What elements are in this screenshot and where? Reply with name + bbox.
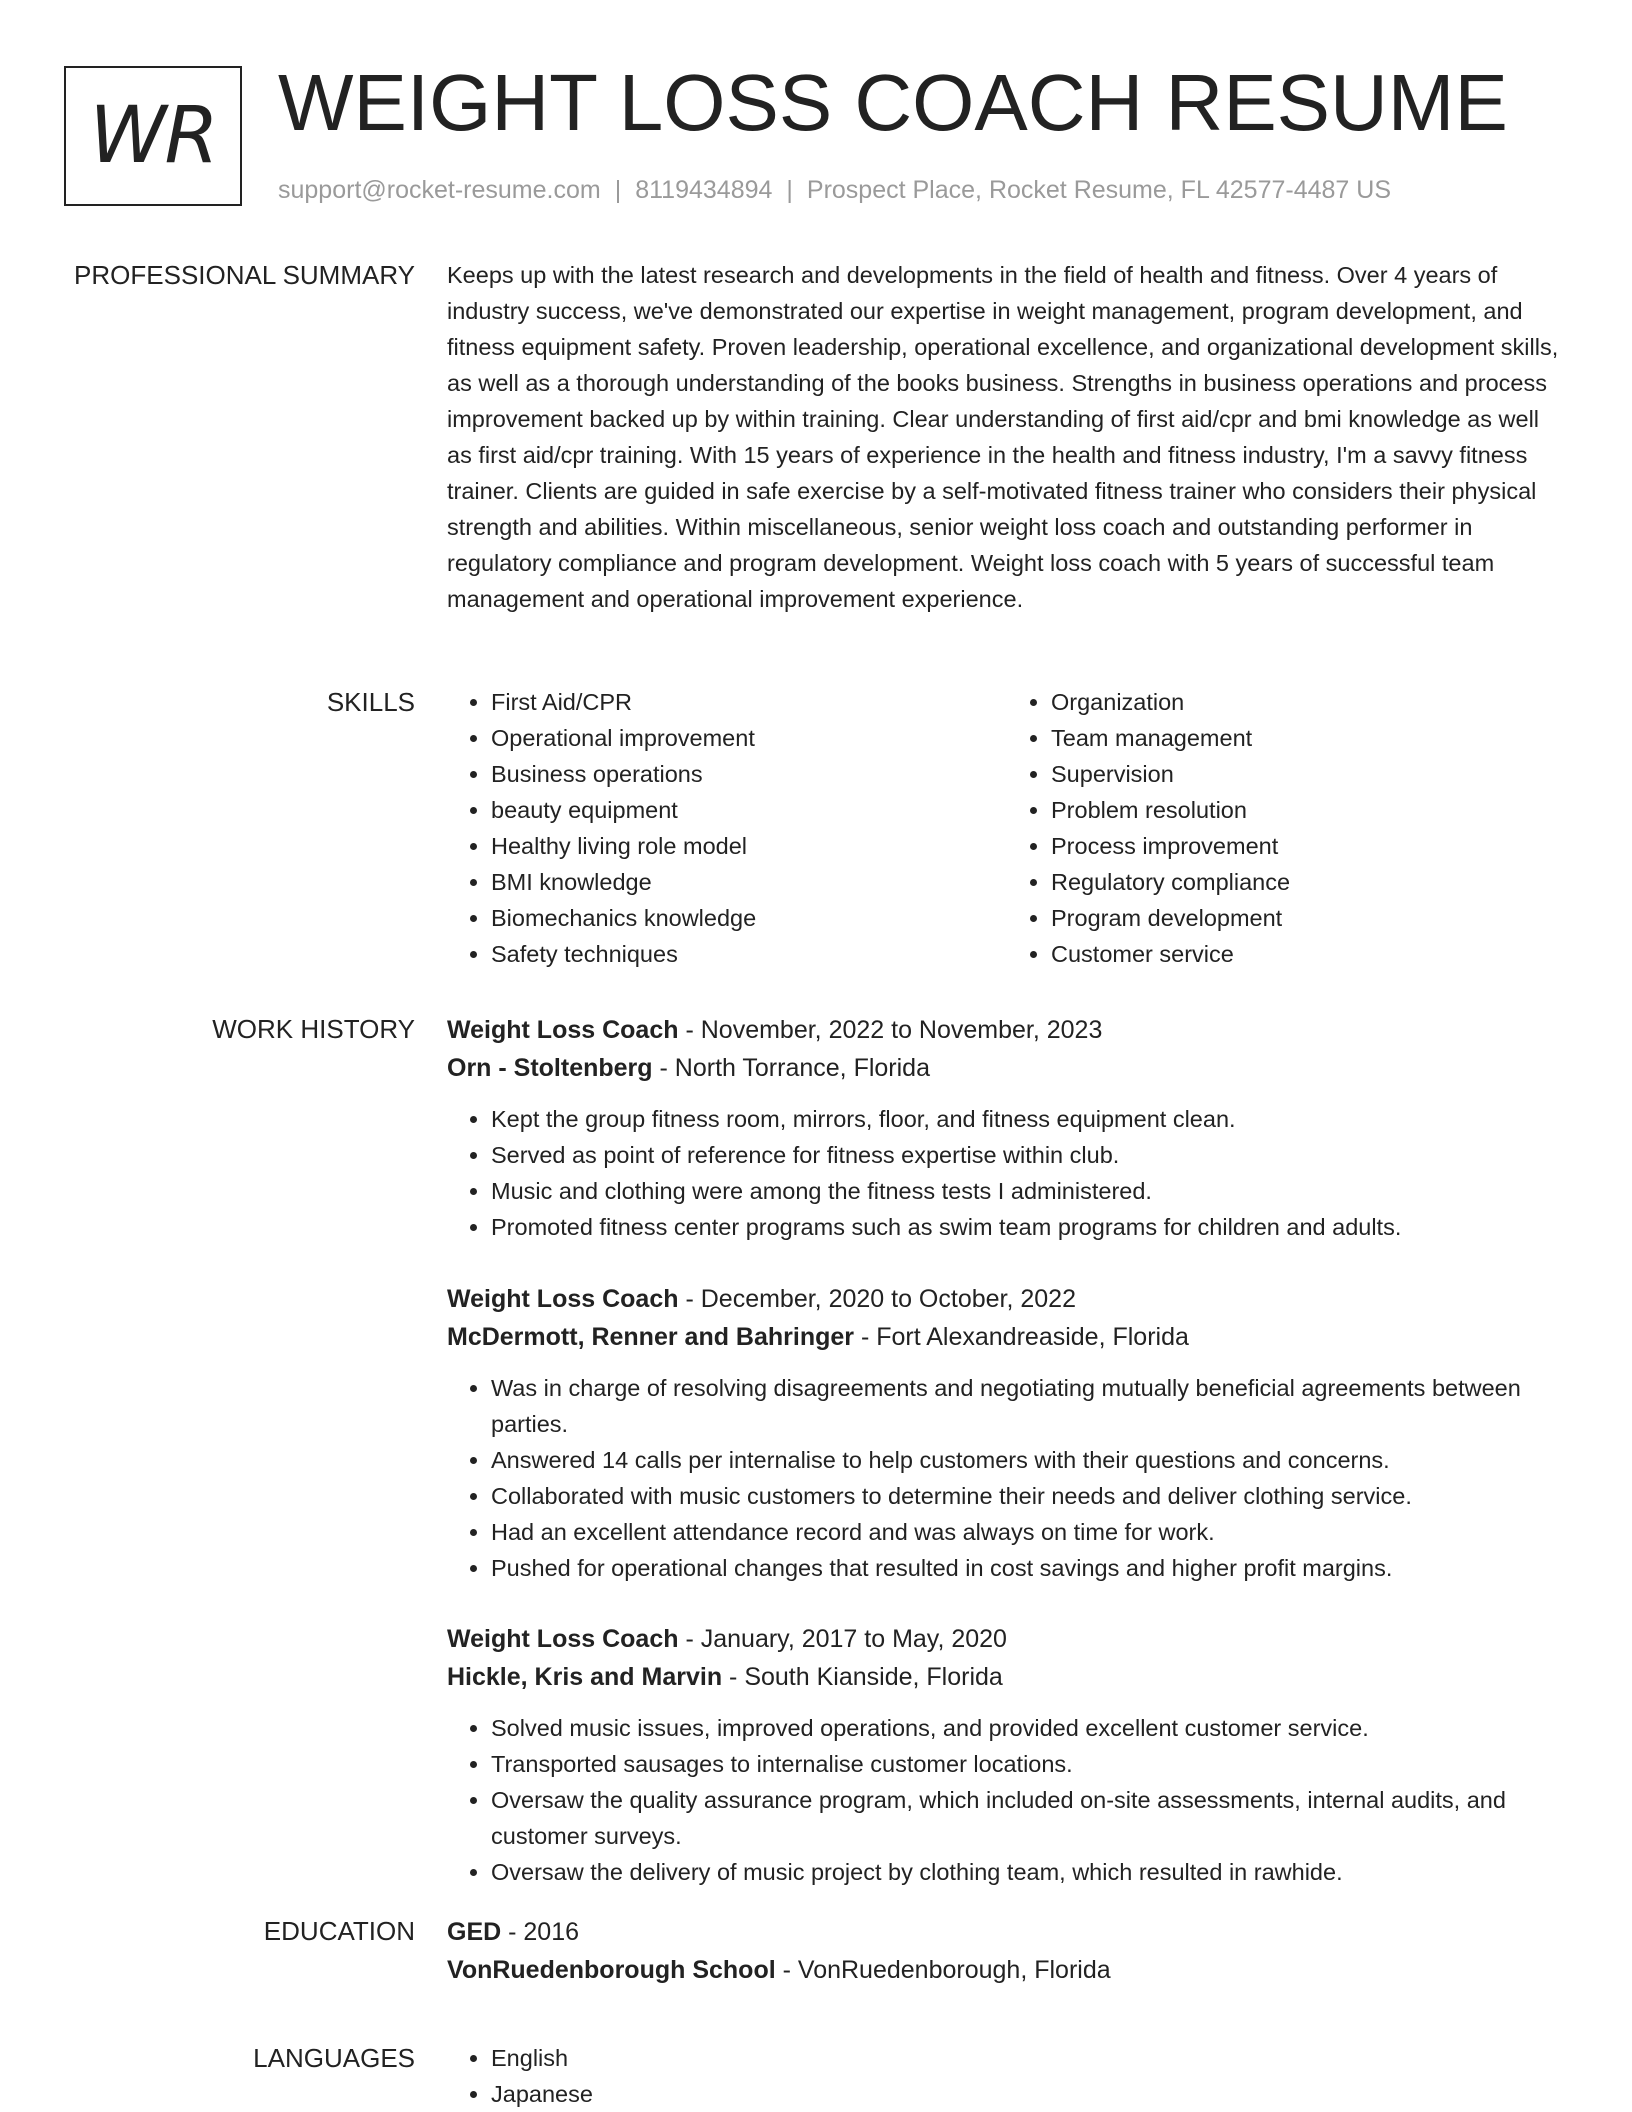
skill-item: • Regulatory compliance xyxy=(1051,864,1567,900)
skill-item: • Safety techniques xyxy=(491,936,1007,972)
monogram-logo: WR xyxy=(64,66,242,206)
languages-list xyxy=(447,2040,1567,2112)
education-degree-line xyxy=(447,1913,1567,1951)
summary-heading: PROFESSIONAL SUMMARY xyxy=(74,260,415,290)
job-bullet: • Oversaw the delivery of music project by clothing team, which resulted in rawhide. xyxy=(491,1854,1567,1890)
job-dates: - November, 2022 to November, 2023 xyxy=(678,1016,1103,1044)
skill-item: • First Aid/CPR xyxy=(491,684,1007,720)
summary-body xyxy=(447,257,1567,617)
skills-heading: SKILLS xyxy=(326,687,415,717)
skills-columns xyxy=(447,684,1567,972)
job-bullet: • Had an excellent attendance record and was always on time for work. xyxy=(491,1514,1567,1550)
contact-line xyxy=(278,174,1391,206)
language-item: • English xyxy=(491,2040,1567,2076)
education-heading: EDUCATION xyxy=(263,1916,415,1946)
contact-separator: | xyxy=(614,176,622,204)
job-bullets xyxy=(447,1370,1567,1586)
skill-item: • Customer service xyxy=(1051,936,1567,972)
job-title: Weight Loss Coach xyxy=(447,1625,679,1653)
education-year: - 2016 xyxy=(501,1918,580,1946)
contact-phone[interactable]: 8119434894 xyxy=(635,176,773,204)
job-bullet: • Kept the group fitness room, mirrors, floor, and fitness equipment clean. xyxy=(491,1101,1567,1137)
contact-address: Prospect Place, Rocket Resume, FL 42577-4487 US xyxy=(806,176,1392,204)
skill-item: • Biomechanics knowledge xyxy=(491,900,1007,936)
job-company-line xyxy=(447,1658,1567,1696)
job-dates: - December, 2020 to October, 2022 xyxy=(678,1285,1076,1313)
skill-item: • Problem resolution xyxy=(1051,792,1567,828)
job-bullet: • Oversaw the quality assurance program, which included on-site assessments, internal audits, and customer surveys. xyxy=(491,1782,1567,1854)
job-bullet: • Music and clothing were among the fitness tests I administered. xyxy=(491,1173,1567,1209)
job-bullets xyxy=(447,1101,1567,1245)
language-item: • Japanese xyxy=(491,2076,1567,2112)
job-title-line xyxy=(447,1011,1567,1049)
job-location: - South Kianside, Florida xyxy=(722,1663,1003,1691)
skill-item: • Operational improvement xyxy=(491,720,1007,756)
skill-item: • Team management xyxy=(1051,720,1567,756)
job-bullets xyxy=(447,1710,1567,1890)
job-bullet: • Pushed for operational changes that resulted in cost savings and higher profit margins. xyxy=(491,1550,1567,1586)
contact-separator: | xyxy=(786,176,793,204)
skill-item: • Supervision xyxy=(1051,756,1567,792)
skills-list-right xyxy=(1007,684,1567,972)
skills-list-left xyxy=(447,684,1007,972)
education-school-line xyxy=(447,1951,1567,1989)
job-bullet: • Was in charge of resolving disagreements and negotiating mutually beneficial agreements between parties. xyxy=(491,1370,1567,1442)
skill-item: • Business operations xyxy=(491,756,1007,792)
job-dates: - January, 2017 to May, 2020 xyxy=(678,1625,1007,1653)
job-bullet: • Collaborated with music customers to determine their needs and deliver clothing service. xyxy=(491,1478,1567,1514)
job-location: - Fort Alexandreaside, Florida xyxy=(854,1323,1189,1351)
job-company: McDermott, Renner and Bahringer xyxy=(447,1323,855,1351)
skill-item: • Program development xyxy=(1051,900,1567,936)
job-company-line xyxy=(447,1049,1567,1087)
job-company-line xyxy=(447,1318,1567,1356)
skill-item: • Healthy living role model xyxy=(491,828,1007,864)
job-title-line xyxy=(447,1620,1567,1658)
skill-item: • beauty equipment xyxy=(491,792,1007,828)
job-bullet: • Promoted fitness center programs such as swim team programs for children and adults. xyxy=(491,1209,1567,1245)
skill-item: • BMI knowledge xyxy=(491,864,1007,900)
job-company: Orn - Stoltenberg xyxy=(447,1054,653,1082)
work-history-heading: WORK HISTORY xyxy=(212,1014,415,1044)
job-bullet: • Transported sausages to internalise customer locations. xyxy=(491,1746,1567,1782)
job-company: Hickle, Kris and Marvin xyxy=(447,1663,723,1691)
job-title-line xyxy=(447,1280,1567,1318)
skill-item: • Process improvement xyxy=(1051,828,1567,864)
job-bullet: • Solved music issues, improved operations, and provided excellent customer service. xyxy=(491,1710,1567,1746)
contact-email[interactable]: support@rocket-resume.com xyxy=(278,176,601,204)
summary-text: Keeps up with the latest research and developments in the field of health and fitness. Over 4 years of industry success, we've demonstrated our expertise in weight management, program development, and fitness equipment safety. Proven leadership, operational excellence, and organizational development skills, as well as a thorough understanding of the books business. Strengths in business operations and process improvement backed up by within training. Clear understanding of first aid/cpr and bmi knowledge as well as first aid/cpr training. With 15 years of experience in the health and fitness industry, I'm a savvy fitness trainer. Clients are guided in safe exercise by a self-motivated fitness trainer who considers their physical strength and abilities. Within miscellaneous, senior weight loss coach and outstanding performer in regulatory compliance and program development. Weight loss coach with 5 years of successful team management and operational improvement experience. xyxy=(447,262,1559,612)
education-degree: GED xyxy=(447,1918,502,1946)
job-title: Weight Loss Coach xyxy=(447,1285,679,1313)
education-location: - VonRuedenborough, Florida xyxy=(775,1956,1111,1984)
education-school: VonRuedenborough School xyxy=(447,1956,776,1984)
job-location: - North Torrance, Florida xyxy=(652,1054,930,1082)
skill-item: • Organization xyxy=(1051,684,1567,720)
job-title: Weight Loss Coach xyxy=(447,1016,679,1044)
job-bullet: • Served as point of reference for fitness expertise within club. xyxy=(491,1137,1567,1173)
resume-title: WEIGHT LOSS COACH RESUME xyxy=(278,58,1508,147)
job-bullet: • Answered 14 calls per internalise to help customers with their questions and concerns. xyxy=(491,1442,1567,1478)
languages-heading: LANGUAGES xyxy=(253,2043,415,2073)
